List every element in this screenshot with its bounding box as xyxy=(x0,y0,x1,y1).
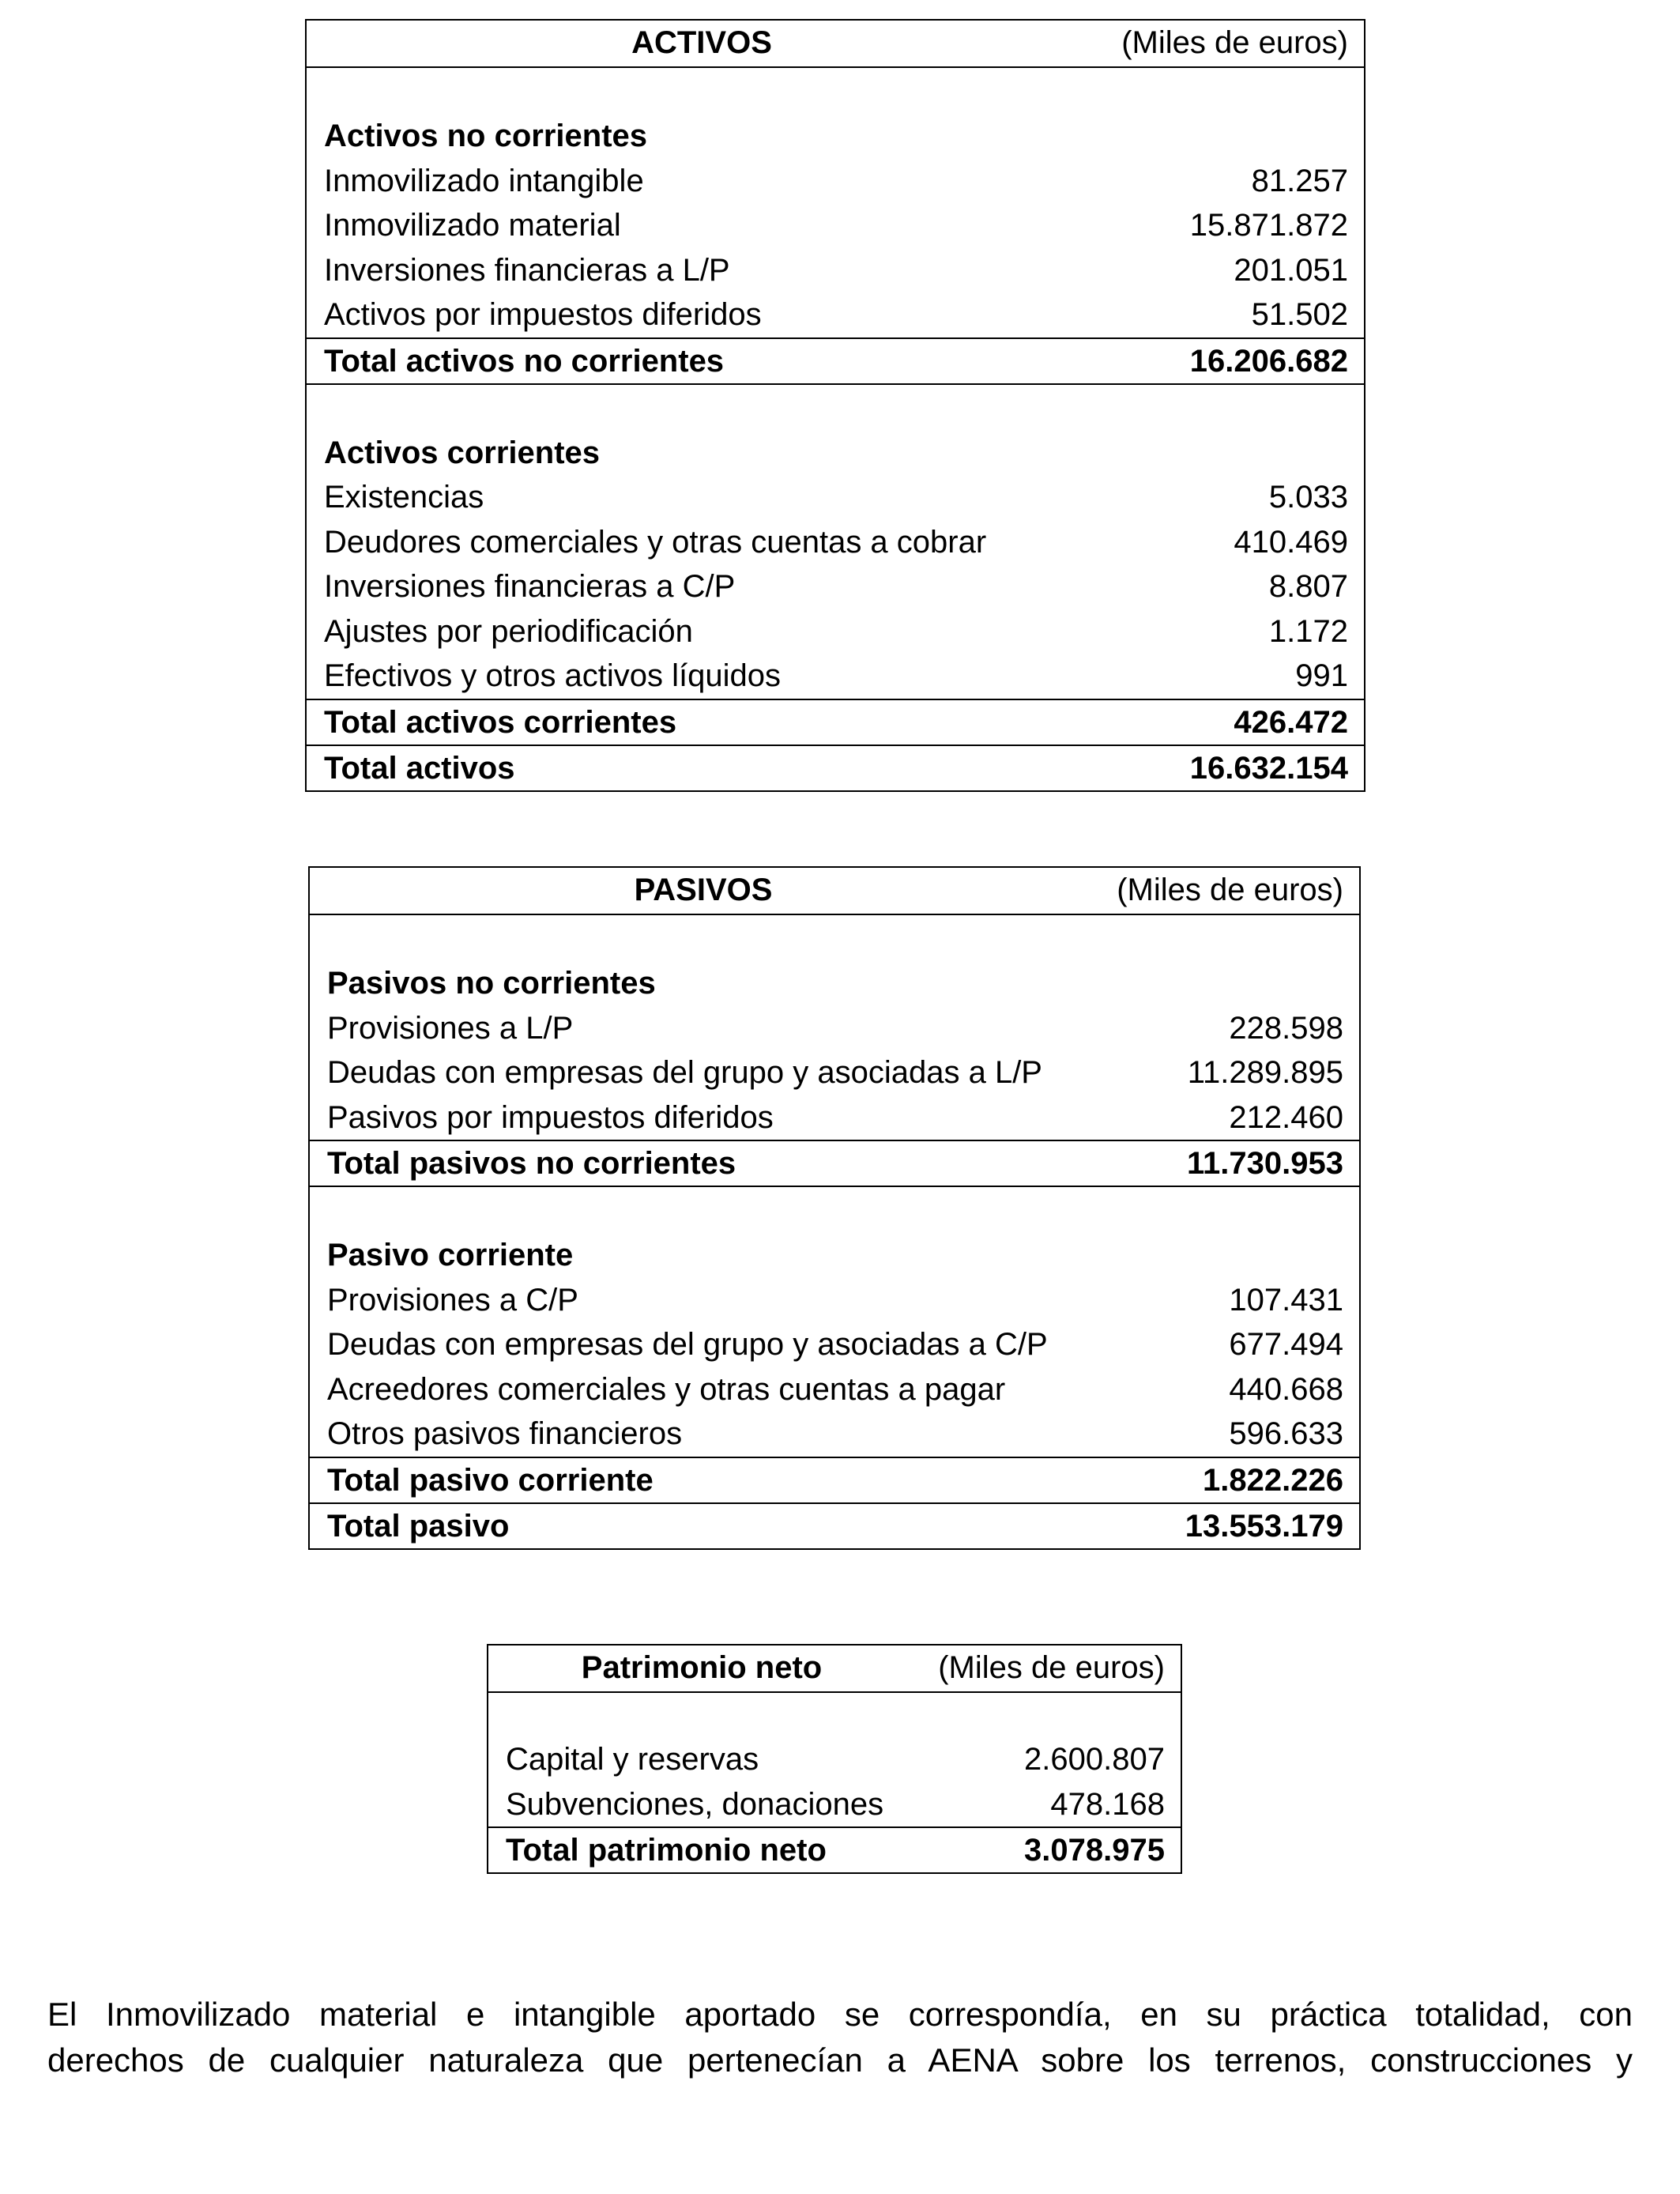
pasivos-table xyxy=(308,866,1361,1550)
table-row: Activos por impuestos diferidos 51.502 xyxy=(324,297,1348,332)
activos-title: ACTIVOS xyxy=(631,25,772,60)
patrimonio-unit: (Miles de euros) xyxy=(938,1650,1165,1685)
table-row: Pasivos por impuestos diferidos 212.460 xyxy=(327,1099,1343,1135)
pasivos-c-total: Total pasivo corriente 1.822.226 xyxy=(310,1457,1359,1502)
paragraph-line-1: El Inmovilizado material e intangible aportado se correspondía, en su práctica totalidad, con xyxy=(47,1996,1633,2033)
table-row: Inmovilizado intangible 81.257 xyxy=(324,163,1348,198)
activos-unit: (Miles de euros) xyxy=(1121,25,1348,60)
table-row: Otros pasivos financieros 596.633 xyxy=(327,1416,1343,1451)
paragraph-line-2: derechos de cualquier naturaleza que pertenecían a AENA sobre los terrenos, construcciones y xyxy=(47,2041,1633,2079)
table-row: Existencias 5.033 xyxy=(324,480,1348,515)
activos-c-total: Total activos corrientes 426.472 xyxy=(307,699,1364,745)
patrimonio-title: Patrimonio neto xyxy=(581,1650,823,1685)
table-row: Subvenciones, donaciones 478.168 xyxy=(506,1786,1165,1822)
pasivos-nc-total: Total pasivos no corrientes 11.730.953 xyxy=(310,1140,1359,1186)
pasivos-unit: (Miles de euros) xyxy=(1117,873,1343,907)
activos-table xyxy=(305,19,1365,792)
table-row: Efectivos y otros activos líquidos 991 xyxy=(324,658,1348,693)
pasivos-title: PASIVOS xyxy=(634,873,773,907)
table-row: Deudas con empresas del grupo y asociadas a L/P 11.289.895 xyxy=(327,1055,1343,1090)
activos-c-heading: Activos corrientes xyxy=(324,435,601,470)
table-row: Inmovilizado material 15.871.872 xyxy=(324,208,1348,243)
pasivos-header xyxy=(310,868,1359,915)
activos-header xyxy=(307,21,1364,68)
pasivos-grand-total: Total pasivo 13.553.179 xyxy=(310,1502,1359,1548)
table-row: Deudores comerciales y otras cuentas a cobrar 410.469 xyxy=(324,524,1348,560)
body-paragraph xyxy=(47,1992,1633,2083)
table-row: Capital y reservas 2.600.807 xyxy=(506,1742,1165,1777)
pasivos-nc-heading: Pasivos no corrientes xyxy=(327,966,656,1001)
activos-nc-total: Total activos no corrientes 16.206.682 xyxy=(307,337,1364,383)
table-row: Acreedores comerciales y otras cuentas a pagar 440.668 xyxy=(327,1371,1343,1407)
patrimonio-total: Total patrimonio neto 3.078.975 xyxy=(488,1826,1181,1872)
patrimonio-header xyxy=(488,1646,1181,1693)
pasivos-c-heading: Pasivo corriente xyxy=(327,1238,574,1272)
table-row: Inversiones financieras a L/P 201.051 xyxy=(324,252,1348,288)
activos-grand-total: Total activos 16.632.154 xyxy=(307,745,1364,790)
table-row: Provisiones a L/P 228.598 xyxy=(327,1010,1343,1046)
table-row: Provisiones a C/P 107.431 xyxy=(327,1282,1343,1318)
activos-nc-heading: Activos no corrientes xyxy=(324,119,648,153)
table-row: Deudas con empresas del grupo y asociadas a C/P 677.494 xyxy=(327,1327,1343,1362)
table-row: Inversiones financieras a C/P 8.807 xyxy=(324,569,1348,604)
table-row: Ajustes por periodificación 1.172 xyxy=(324,613,1348,649)
patrimonio-table xyxy=(487,1644,1182,1874)
